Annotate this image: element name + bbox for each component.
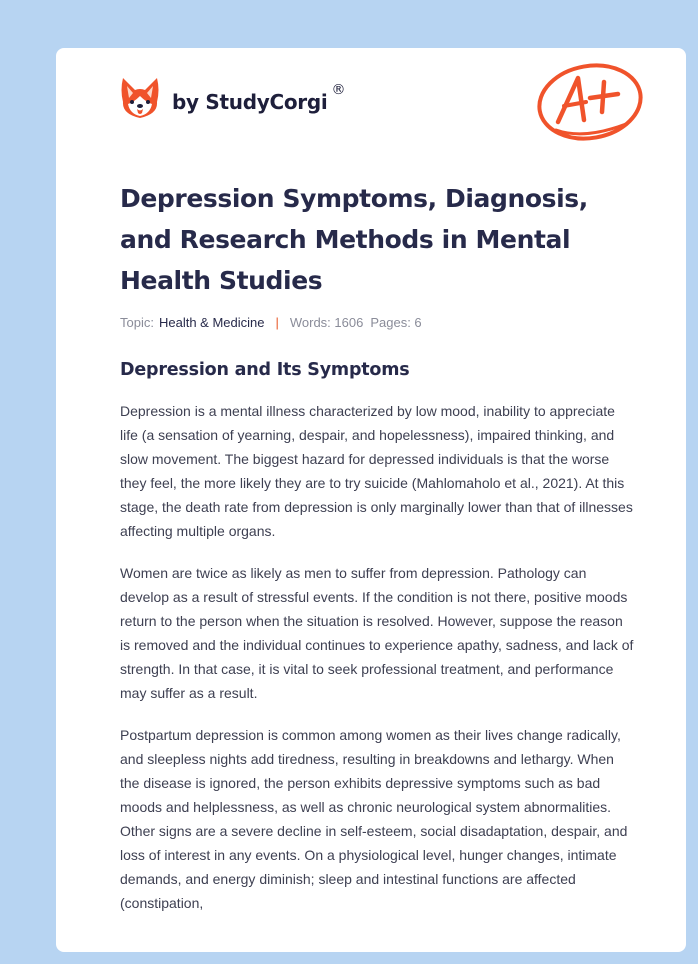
paragraph: Postpartum depression is common among women as their lives change radically, and sleepless nights add tiredness, resulting in breakdowns and lethargy. When the disease is ignored, the person exhibits depressive symptoms such as bad moods and helplessness, as well as chronic neurological system abnormalities. Other signs are a severe decline in self-esteem, social disadaptation, despair, and loss of interest in any events. On a physiological level, hunger changes, intimate demands, and energy diminish; sleep and intestinal functions are affected (constipation, [120,727,628,911]
page-count: Pages: 6 [370,315,422,330]
article-meta [120,315,632,330]
article [120,178,632,915]
brand-name: by StudyCorgi ® [172,82,346,114]
topic-link[interactable]: Health & Medicine [158,315,265,330]
corgi-icon [120,76,160,120]
section-heading: Depression and Its Symptoms [120,360,410,380]
page-title: Depression Symptoms, Diagnosis, and Research Methods in Mental Health Studies [120,184,588,295]
paragraph: Women are twice as likely as men to suffer from depression. Pathology can develop as a result of stressful events. If the condition is not there, positive moods return to the person when the situation is resolved. However, suppose the reason is removed and the individual continues to experience apathy, sadness, and lack of strength. In that case, it is vital to seek professional treatment, and performance may suffer as a result. [120,565,634,701]
header [120,74,646,144]
paragraph: Depression is a mental illness characterized by low mood, inability to appreciate life (a sensation of yearning, despair, and hopelessness), impaired thinking, and slow movement. The biggest hazard for depressed individuals is that the worse they feel, the more likely they are to try suicide (Mahlomaholo et al., 2021). At this stage, the death rate from depression is only marginally lower than that of illnesses affecting multiple organs. [120,403,633,539]
topic-label: Topic: [120,315,154,330]
registered-mark: ® [331,82,346,98]
meta-separator: | [275,315,279,330]
a-plus-icon [534,60,646,144]
document-card [56,48,686,952]
brand-logo[interactable] [120,76,345,120]
word-count: Words: 1606 [289,315,364,330]
grade-badge [534,60,646,149]
